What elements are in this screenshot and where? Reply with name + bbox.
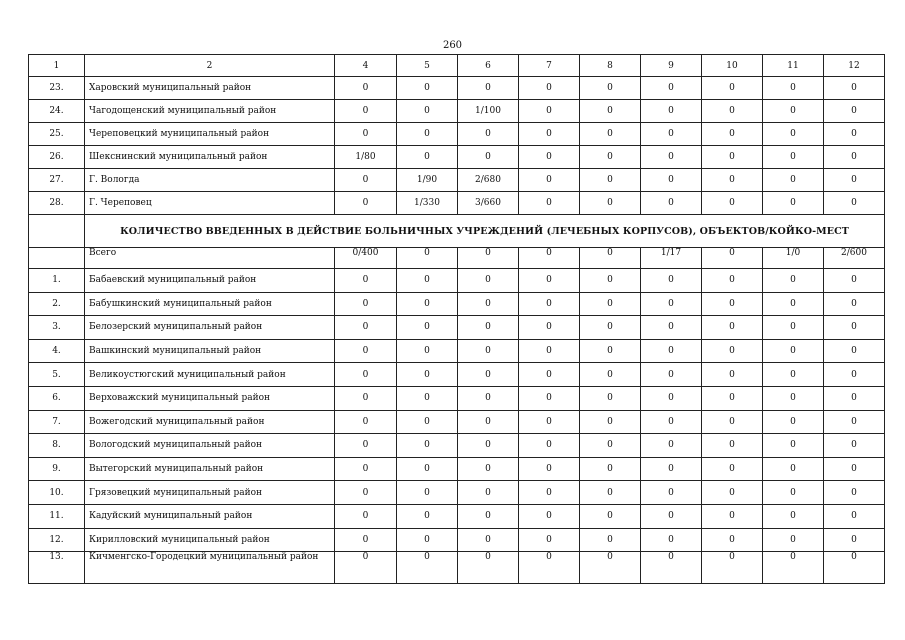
- value-cell: 0: [335, 169, 397, 192]
- value-cell: 1/330: [397, 192, 458, 215]
- table-row: [29, 457, 885, 481]
- value-cell: 0: [580, 77, 641, 100]
- value-cell: 0: [702, 552, 763, 584]
- value-cell: 0: [824, 123, 885, 146]
- value-cell: 0: [763, 100, 824, 123]
- column-number-cell: 9: [641, 55, 702, 77]
- value-cell: 0: [763, 410, 824, 434]
- value-cell: 0: [458, 457, 519, 481]
- value-cell: 1/0: [763, 248, 824, 269]
- row-number: 2.: [29, 292, 85, 316]
- value-cell: 0: [641, 504, 702, 528]
- value-cell: 0: [458, 77, 519, 100]
- district-name: Кичменгско-Городецкий муниципальный район: [85, 552, 335, 584]
- table-row: [29, 552, 885, 584]
- value-cell: 0: [519, 363, 580, 387]
- row-number: 26.: [29, 146, 85, 169]
- table-row: [29, 248, 885, 269]
- section-row: [29, 215, 885, 248]
- value-cell: 0: [641, 410, 702, 434]
- value-cell: 0: [335, 410, 397, 434]
- row-number: 12.: [29, 528, 85, 552]
- value-cell: 0: [580, 169, 641, 192]
- value-cell: 0: [580, 123, 641, 146]
- value-cell: 0: [580, 481, 641, 505]
- column-number-cell: 2: [85, 55, 335, 77]
- value-cell: 0: [641, 363, 702, 387]
- value-cell: 1/17: [641, 248, 702, 269]
- district-name: Великоустюгский муниципальный район: [85, 363, 335, 387]
- value-cell: 0: [763, 316, 824, 340]
- row-number: 23.: [29, 77, 85, 100]
- table-row: [29, 528, 885, 552]
- table-row: [29, 169, 885, 192]
- value-cell: 0: [702, 339, 763, 363]
- district-name: Бабушкинский муниципальный район: [85, 292, 335, 316]
- table-row: [29, 410, 885, 434]
- value-cell: 0: [702, 77, 763, 100]
- value-cell: 0: [824, 410, 885, 434]
- value-cell: 0: [335, 386, 397, 410]
- value-cell: 0: [702, 457, 763, 481]
- value-cell: 0: [580, 457, 641, 481]
- value-cell: 0: [824, 339, 885, 363]
- value-cell: 0: [702, 363, 763, 387]
- value-cell: 0: [519, 457, 580, 481]
- table-row: [29, 292, 885, 316]
- table-row: [29, 146, 885, 169]
- value-cell: 0: [458, 528, 519, 552]
- value-cell: 1/100: [458, 100, 519, 123]
- value-cell: 0: [458, 386, 519, 410]
- value-cell: 0: [763, 292, 824, 316]
- district-name: Вытегорский муниципальный район: [85, 457, 335, 481]
- value-cell: 2/600: [824, 248, 885, 269]
- value-cell: 0: [702, 504, 763, 528]
- value-cell: 0: [397, 504, 458, 528]
- value-cell: 0: [458, 339, 519, 363]
- column-number-cell: 6: [458, 55, 519, 77]
- value-cell: 0: [519, 292, 580, 316]
- value-cell: 0: [335, 100, 397, 123]
- table-row: [29, 339, 885, 363]
- value-cell: 0: [458, 269, 519, 293]
- value-cell: 0: [458, 363, 519, 387]
- value-cell: 0: [335, 434, 397, 458]
- row-number: 5.: [29, 363, 85, 387]
- value-cell: 0: [641, 339, 702, 363]
- value-cell: 0: [763, 504, 824, 528]
- value-cell: 0: [702, 316, 763, 340]
- value-cell: 0: [702, 248, 763, 269]
- value-cell: 0: [763, 77, 824, 100]
- value-cell: 0: [519, 316, 580, 340]
- value-cell: 0: [641, 434, 702, 458]
- value-cell: 0: [763, 146, 824, 169]
- column-number-cell: 10: [702, 55, 763, 77]
- row-number: 27.: [29, 169, 85, 192]
- value-cell: 2/680: [458, 169, 519, 192]
- value-cell: 0: [335, 316, 397, 340]
- district-name: Вашкинский муниципальный район: [85, 339, 335, 363]
- value-cell: 0: [580, 363, 641, 387]
- value-cell: 0: [397, 410, 458, 434]
- value-cell: 0: [519, 481, 580, 505]
- value-cell: 0: [763, 481, 824, 505]
- column-number-cell: 11: [763, 55, 824, 77]
- value-cell: 0: [458, 481, 519, 505]
- value-cell: 0: [824, 481, 885, 505]
- value-cell: 0: [702, 169, 763, 192]
- value-cell: 0: [824, 363, 885, 387]
- value-cell: 0: [641, 386, 702, 410]
- value-cell: 0: [824, 146, 885, 169]
- table-row: [29, 123, 885, 146]
- table-row: [29, 77, 885, 100]
- value-cell: 0: [335, 552, 397, 584]
- value-cell: 0: [641, 77, 702, 100]
- value-cell: 0: [519, 146, 580, 169]
- value-cell: 0: [335, 481, 397, 505]
- value-cell: 0: [580, 292, 641, 316]
- value-cell: 0: [397, 528, 458, 552]
- value-cell: 0: [763, 528, 824, 552]
- value-cell: 0: [397, 146, 458, 169]
- column-number-cell: 7: [519, 55, 580, 77]
- value-cell: 0: [763, 434, 824, 458]
- district-name: Чагодощенский муниципальный район: [85, 100, 335, 123]
- value-cell: 0: [702, 292, 763, 316]
- value-cell: 0: [519, 248, 580, 269]
- value-cell: 0: [641, 269, 702, 293]
- column-number-cell: 1: [29, 55, 85, 77]
- value-cell: 0: [335, 528, 397, 552]
- value-cell: 0: [397, 123, 458, 146]
- value-cell: 0: [397, 248, 458, 269]
- value-cell: 0: [580, 504, 641, 528]
- value-cell: 0: [580, 248, 641, 269]
- value-cell: 0: [580, 269, 641, 293]
- value-cell: 0: [335, 292, 397, 316]
- value-cell: 0: [641, 100, 702, 123]
- value-cell: 0: [397, 434, 458, 458]
- value-cell: 0: [641, 528, 702, 552]
- value-cell: 0: [702, 269, 763, 293]
- value-cell: 0: [519, 192, 580, 215]
- value-cell: 0: [641, 552, 702, 584]
- value-cell: 0: [458, 123, 519, 146]
- value-cell: 0: [580, 386, 641, 410]
- value-cell: 0: [519, 386, 580, 410]
- value-cell: 1/80: [335, 146, 397, 169]
- value-cell: 0: [824, 169, 885, 192]
- value-cell: 0: [824, 292, 885, 316]
- district-name: Шекснинский муниципальный район: [85, 146, 335, 169]
- value-cell: 0: [397, 481, 458, 505]
- section-blank-cell: [29, 215, 85, 248]
- value-cell: 0: [397, 77, 458, 100]
- value-cell: 0: [580, 410, 641, 434]
- value-cell: 0: [397, 363, 458, 387]
- value-cell: 0: [702, 528, 763, 552]
- value-cell: 0: [397, 269, 458, 293]
- value-cell: 0: [641, 481, 702, 505]
- value-cell: 0: [458, 434, 519, 458]
- column-number-cell: 8: [580, 55, 641, 77]
- value-cell: 0: [702, 481, 763, 505]
- value-cell: 0: [824, 77, 885, 100]
- value-cell: 0: [335, 77, 397, 100]
- value-cell: 0: [580, 316, 641, 340]
- value-cell: 0: [702, 146, 763, 169]
- value-cell: 0: [458, 410, 519, 434]
- value-cell: 0: [519, 100, 580, 123]
- value-cell: 0: [702, 434, 763, 458]
- value-cell: 3/660: [458, 192, 519, 215]
- value-cell: 0: [335, 192, 397, 215]
- value-cell: 0: [824, 100, 885, 123]
- value-cell: 0: [824, 504, 885, 528]
- value-cell: 0: [519, 77, 580, 100]
- value-cell: 0: [519, 504, 580, 528]
- value-cell: 0: [397, 100, 458, 123]
- district-name: Вожегодский муниципальный район: [85, 410, 335, 434]
- value-cell: 0: [397, 386, 458, 410]
- value-cell: 0: [763, 192, 824, 215]
- table-row: [29, 100, 885, 123]
- value-cell: 0: [580, 528, 641, 552]
- row-number: 3.: [29, 316, 85, 340]
- table-row: [29, 434, 885, 458]
- row-number: 8.: [29, 434, 85, 458]
- value-cell: 0: [397, 552, 458, 584]
- data-table: [28, 54, 885, 584]
- value-cell: 0: [519, 339, 580, 363]
- table-row: [29, 481, 885, 505]
- value-cell: 0: [824, 528, 885, 552]
- row-number: 4.: [29, 339, 85, 363]
- value-cell: 0: [519, 528, 580, 552]
- column-number-cell: 12: [824, 55, 885, 77]
- value-cell: 0: [580, 339, 641, 363]
- value-cell: 0: [824, 386, 885, 410]
- value-cell: 0: [458, 552, 519, 584]
- value-cell: 0: [458, 248, 519, 269]
- value-cell: 0: [702, 192, 763, 215]
- value-cell: 0: [458, 504, 519, 528]
- value-cell: 0: [641, 316, 702, 340]
- value-cell: 0: [641, 457, 702, 481]
- district-name: Грязовецкий муниципальный район: [85, 481, 335, 505]
- column-number-cell: 5: [397, 55, 458, 77]
- value-cell: 0: [519, 169, 580, 192]
- value-cell: 0: [702, 410, 763, 434]
- district-name: Кирилловский муниципальный район: [85, 528, 335, 552]
- value-cell: 0: [824, 316, 885, 340]
- district-name: Харовский муниципальный район: [85, 77, 335, 100]
- value-cell: 0: [335, 339, 397, 363]
- value-cell: 1/90: [397, 169, 458, 192]
- row-number: 10.: [29, 481, 85, 505]
- table-row: [29, 386, 885, 410]
- row-number: 28.: [29, 192, 85, 215]
- row-number: 9.: [29, 457, 85, 481]
- value-cell: 0: [702, 386, 763, 410]
- value-cell: 0: [458, 292, 519, 316]
- district-name: Всего: [85, 248, 335, 269]
- table-row: [29, 192, 885, 215]
- table-row: [29, 316, 885, 340]
- value-cell: 0: [458, 316, 519, 340]
- value-cell: 0: [519, 434, 580, 458]
- value-cell: 0: [824, 434, 885, 458]
- row-number: 25.: [29, 123, 85, 146]
- value-cell: 0: [519, 123, 580, 146]
- value-cell: 0: [519, 269, 580, 293]
- value-cell: 0/400: [335, 248, 397, 269]
- value-cell: 0: [580, 100, 641, 123]
- value-cell: 0: [397, 457, 458, 481]
- row-number: 1.: [29, 269, 85, 293]
- district-name: Кадуйский муниципальный район: [85, 504, 335, 528]
- value-cell: 0: [580, 434, 641, 458]
- table-row: [29, 269, 885, 293]
- district-name: Череповецкий муниципальный район: [85, 123, 335, 146]
- value-cell: 0: [335, 123, 397, 146]
- value-cell: 0: [702, 100, 763, 123]
- row-number: [29, 248, 85, 269]
- value-cell: 0: [824, 192, 885, 215]
- value-cell: 0: [335, 363, 397, 387]
- district-name: Г. Вологда: [85, 169, 335, 192]
- value-cell: 0: [641, 123, 702, 146]
- page-number: 260: [442, 40, 463, 51]
- value-cell: 0: [580, 552, 641, 584]
- value-cell: 0: [580, 146, 641, 169]
- value-cell: 0: [824, 269, 885, 293]
- value-cell: 0: [641, 192, 702, 215]
- value-cell: 0: [763, 339, 824, 363]
- value-cell: 0: [519, 552, 580, 584]
- value-cell: 0: [641, 146, 702, 169]
- value-cell: 0: [702, 123, 763, 146]
- value-cell: 0: [335, 269, 397, 293]
- row-number: 6.: [29, 386, 85, 410]
- value-cell: 0: [335, 457, 397, 481]
- row-number: 11.: [29, 504, 85, 528]
- value-cell: 0: [580, 192, 641, 215]
- value-cell: 0: [763, 386, 824, 410]
- district-name: Верховажский муниципальный район: [85, 386, 335, 410]
- value-cell: 0: [763, 552, 824, 584]
- value-cell: 0: [763, 363, 824, 387]
- column-number-cell: 4: [335, 55, 397, 77]
- table-row: [29, 504, 885, 528]
- value-cell: 0: [397, 339, 458, 363]
- section-title: КОЛИЧЕСТВО ВВЕДЕННЫХ В ДЕЙСТВИЕ БОЛЬНИЧНЫХ УЧРЕЖДЕНИЙ (ЛЕЧЕБНЫХ КОРПУСОВ), ОБЪЕКТОВ/КОЙКО-МЕСТ: [85, 215, 885, 248]
- value-cell: 0: [641, 169, 702, 192]
- value-cell: 0: [335, 504, 397, 528]
- table-row: [29, 363, 885, 387]
- value-cell: 0: [397, 292, 458, 316]
- value-cell: 0: [763, 123, 824, 146]
- value-cell: 0: [641, 292, 702, 316]
- value-cell: 0: [458, 146, 519, 169]
- district-name: Вологодский муниципальный район: [85, 434, 335, 458]
- value-cell: 0: [519, 410, 580, 434]
- value-cell: 0: [763, 457, 824, 481]
- value-cell: 0: [763, 269, 824, 293]
- value-cell: 0: [824, 552, 885, 584]
- value-cell: 0: [397, 316, 458, 340]
- district-name: Бабаевский муниципальный район: [85, 269, 335, 293]
- row-number: 7.: [29, 410, 85, 434]
- district-name: Г. Череповец: [85, 192, 335, 215]
- column-number-row: [29, 55, 885, 77]
- row-number: 24.: [29, 100, 85, 123]
- row-number: 13.: [29, 552, 85, 584]
- district-name: Белозерский муниципальный район: [85, 316, 335, 340]
- value-cell: 0: [763, 169, 824, 192]
- value-cell: 0: [824, 457, 885, 481]
